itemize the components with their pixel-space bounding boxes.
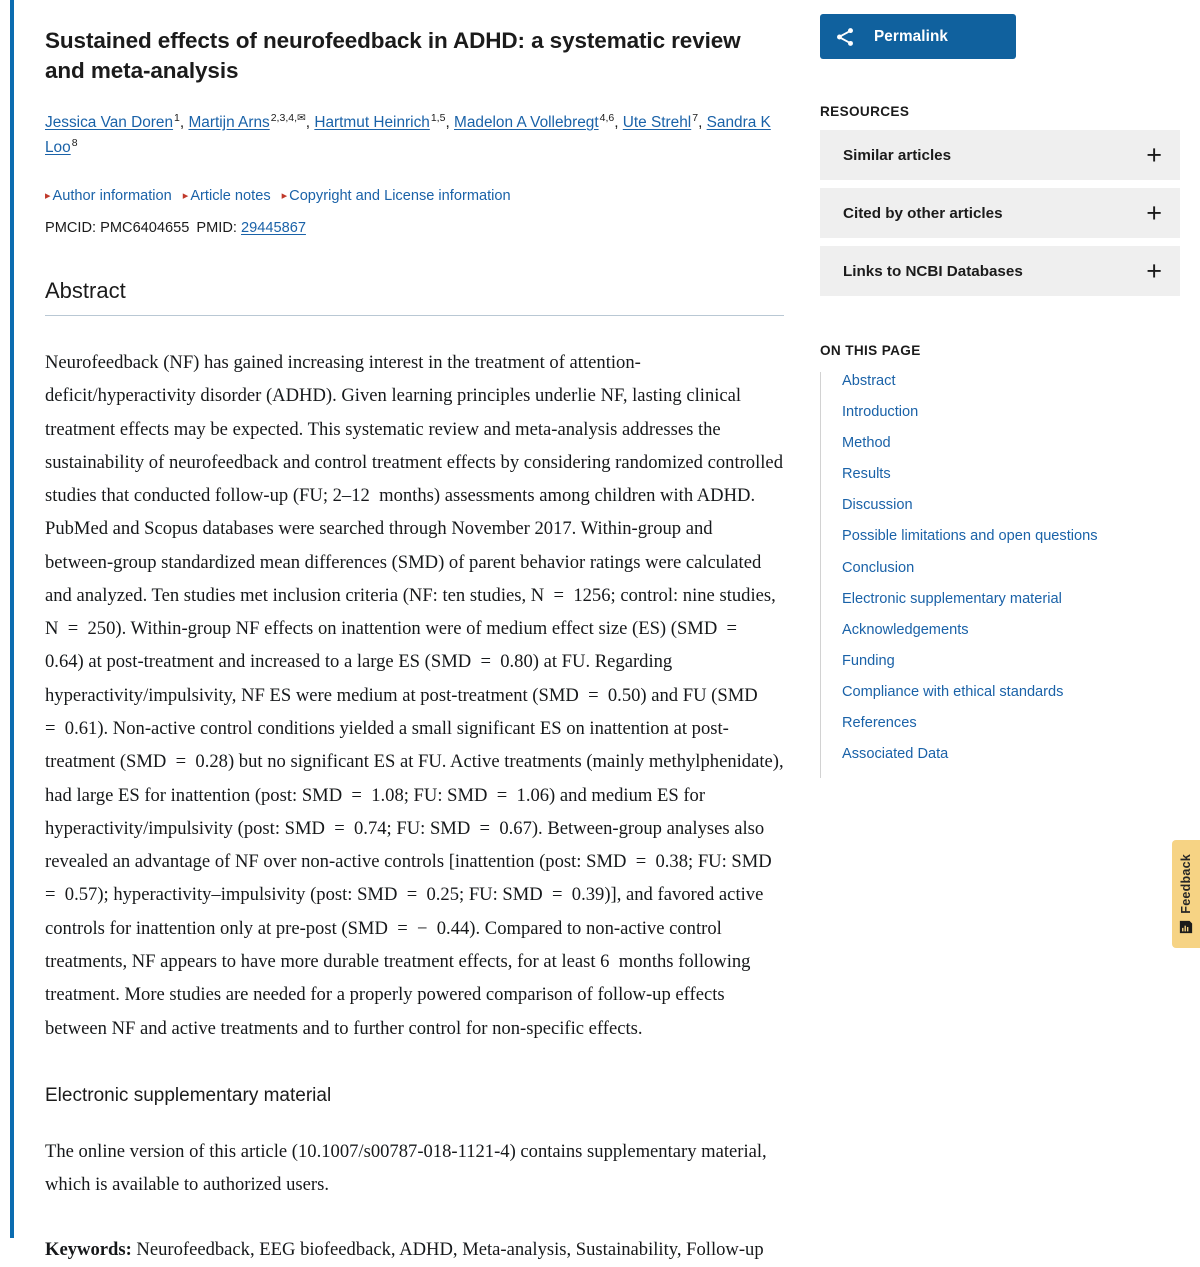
author-affiliation: 7 <box>692 111 699 124</box>
resources-title: RESOURCES <box>820 104 910 119</box>
feedback-tab[interactable] <box>1172 840 1200 948</box>
meta-link-label: Copyright and License information <box>289 188 511 205</box>
pmcid-text: PMCID: PMC6404655 <box>45 219 190 236</box>
resource-label: Cited by other articles <box>843 204 1003 222</box>
page-title: Sustained effects of neurofeedback in ADHD: a systematic review and meta-analysis <box>45 28 741 83</box>
share-icon <box>834 26 856 48</box>
on-this-page-list <box>820 372 1190 778</box>
author-link[interactable]: Madelon A Vollebregt <box>454 113 599 131</box>
meta-link[interactable] <box>183 188 271 204</box>
keywords-values: Neurofeedback, EEG biofeedback, ADHD, Meta-analysis, Sustainability, Follow-up <box>136 1239 764 1261</box>
meta-link-label: Author information <box>52 188 172 205</box>
on-this-page-item[interactable]: References <box>842 715 917 732</box>
author-affiliation: 4,6 <box>599 111 615 124</box>
on-this-page-item[interactable]: Funding <box>842 652 895 669</box>
keywords-label: Keywords: <box>45 1239 132 1261</box>
on-this-page-item[interactable]: Conclusion <box>842 559 915 576</box>
plus-icon[interactable]: + <box>1146 255 1162 286</box>
author-affiliation: 1,5 <box>430 111 446 124</box>
on-this-page-item[interactable]: Possible limitations and open questions <box>842 528 1098 545</box>
permalink-label: Permalink <box>874 27 949 45</box>
resource-label: Similar articles <box>843 146 952 164</box>
chart-bars-icon <box>1179 920 1193 934</box>
triangle-right-icon: ▸ <box>45 190 51 203</box>
author-affiliation: 8 <box>71 136 78 149</box>
pmid-link[interactable]: 29445867 <box>241 219 306 236</box>
author-separator: , <box>614 113 623 131</box>
keywords-line <box>45 1233 784 1266</box>
author-list <box>45 110 784 160</box>
author-link[interactable]: Hartmut Heinrich <box>314 113 430 131</box>
pmid-label: PMID: <box>196 219 237 236</box>
author-separator: , <box>305 113 315 131</box>
on-this-page-item[interactable]: Electronic supplementary material <box>842 590 1062 607</box>
author-affiliation: 2,3,4,✉ <box>270 111 306 124</box>
resource-accordion-row[interactable] <box>820 188 1180 238</box>
triangle-right-icon: ▸ <box>281 190 288 203</box>
feedback-label: Feedback <box>1179 854 1193 914</box>
triangle-right-icon: ▸ <box>182 190 189 203</box>
plus-icon[interactable]: + <box>1146 139 1162 170</box>
meta-link[interactable] <box>282 188 511 204</box>
author-link[interactable]: Sandra K Loo <box>45 113 771 156</box>
author-separator: , <box>698 113 707 131</box>
resource-accordion-row[interactable] <box>820 130 1180 180</box>
abstract-heading: Abstract <box>45 278 784 316</box>
resource-label: Links to NCBI Databases <box>843 262 1023 280</box>
author-separator: , <box>445 113 454 131</box>
esm-heading: Electronic supplementary material <box>45 1084 332 1106</box>
on-this-page-title: ON THIS PAGE <box>820 343 921 358</box>
on-this-page-item[interactable]: Discussion <box>842 497 913 514</box>
meta-link[interactable] <box>45 188 172 204</box>
article-identifiers <box>45 220 784 236</box>
author-link[interactable]: Martijn Arns <box>188 113 270 131</box>
meta-link-label: Article notes <box>190 188 271 205</box>
resources-accordion <box>820 130 1180 296</box>
on-this-page-item[interactable]: Abstract <box>842 373 896 389</box>
permalink-button[interactable] <box>820 14 1016 59</box>
author-separator: , <box>179 113 189 131</box>
on-this-page-item[interactable]: Acknowledgements <box>842 621 969 638</box>
author-affiliation: 1 <box>174 111 180 124</box>
on-this-page-item[interactable]: Method <box>842 435 891 452</box>
on-this-page-item[interactable]: Results <box>842 466 891 483</box>
esm-paragraph: The online version of this article (10.1007/s00787-018-1121-4) contains supplementary material, which is available to authorized users. <box>45 1140 767 1196</box>
abstract-text: Neurofeedback (NF) has gained increasing interest in the treatment of attention-deficit/hyperactivity disorder (ADHD). Given learning principles underlie NF, lasting clinical treatment effects may be expected. This systematic review and meta-analysis addresses the sustainability of neurofeedback and control treatment effects by considering randomized controlled studies that conducted follow-up (FU; 2–12 months) assessments among children with ADHD. PubMed and Scopus databases were searched through November 2017. Within-group and between-group standardized mean differences (SMD) of parent behavior ratings were calculated and analyzed. Ten studies met inclusion criteria (NF: ten studies, N = 1256; control: nine studies, N = 250). Within-group NF effects on inattention were of medium effect size (ES) (SMD = 0.64) at post-treatment and increased to a large ES (SMD = 0.80) at FU. Regarding hyperactivity/impulsivity, NF ES were medium at post-treatment (SMD = 0.50) and FU (SMD = 0.61). Non-active control conditions yielded a small significant ES on inattention at post-treatment (SMD = 0.28) but no significant ES at FU. Active treatments (mainly methylphenidate), had large ES for inattention (post: SMD = 1.08; FU: SMD = 1.06) and medium ES for hyperactivity/impulsivity (post: SMD = 0.74; FU: SMD = 0.67). Between-group analyses also revealed an advantage of NF over non-active controls [inattention (post: SMD = 0.38; FU: SMD = 0.57); hyperactivity–impulsivity (post: SMD = 0.25; FU: SMD = 0.39)], and favored active controls for inattention only at pre-post (SMD = − 0.44). Compared to non-active control treatments, NF appears to have more durable treatment effects, for at least 6 months following treatment. More studies are needed for a properly powered comparison of follow-up effects between NF and active treatments and to further control for non-specific effects. <box>45 351 784 1039</box>
author-link[interactable]: Jessica Van Doren <box>45 113 174 131</box>
on-this-page-item[interactable]: Associated Data <box>842 746 949 763</box>
on-this-page-item[interactable]: Compliance with ethical standards <box>842 683 1064 700</box>
resource-accordion-row[interactable] <box>820 246 1180 296</box>
author-link[interactable]: Ute Strehl <box>622 113 692 131</box>
article-meta-links <box>45 186 784 208</box>
plus-icon[interactable]: + <box>1146 197 1162 228</box>
on-this-page-item[interactable]: Introduction <box>842 404 919 421</box>
article-sidebar <box>806 0 1200 1238</box>
